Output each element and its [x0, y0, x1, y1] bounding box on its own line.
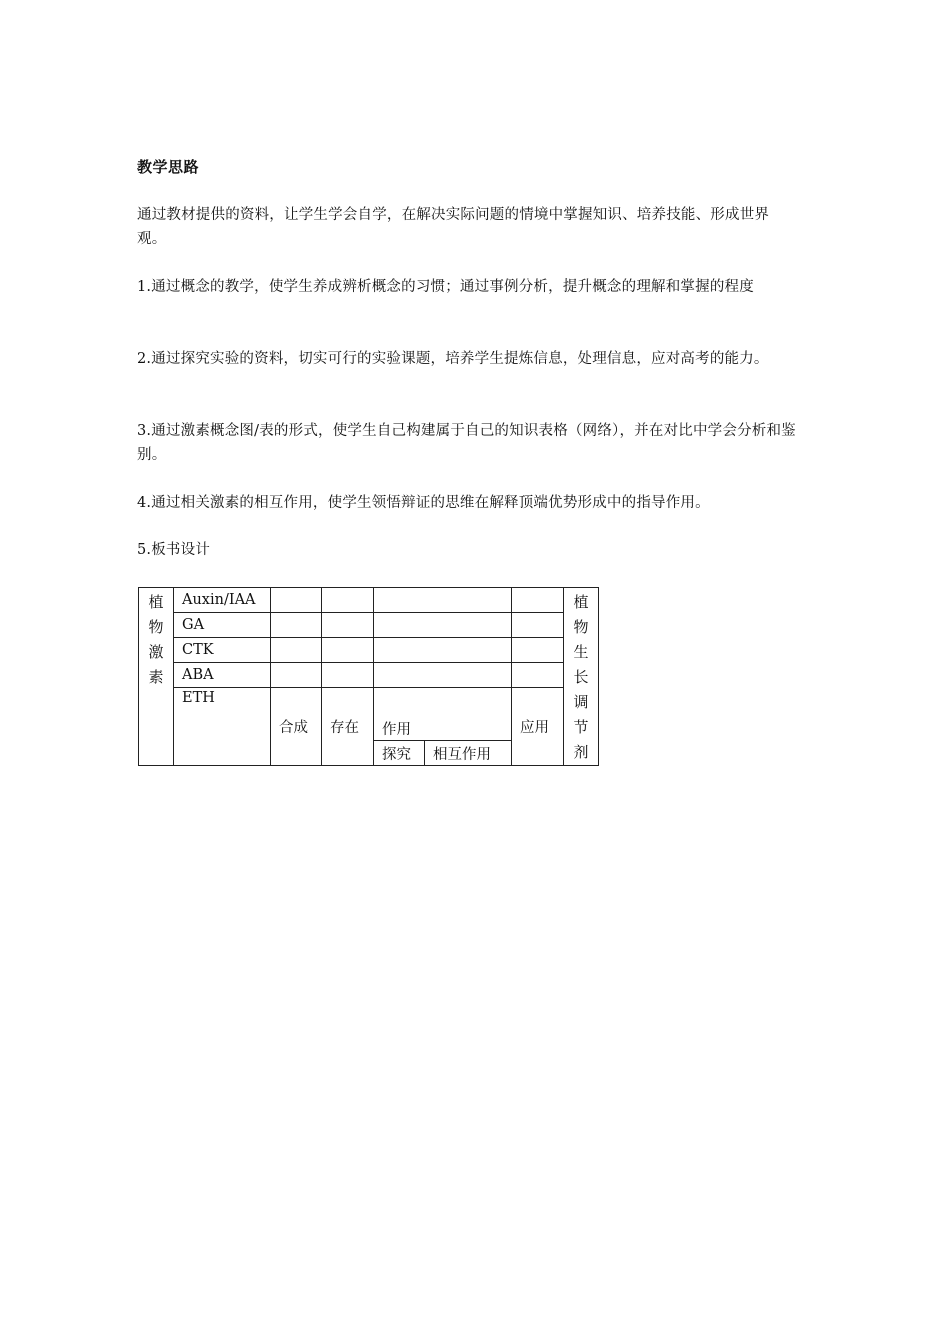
- hormone-cell: CTK: [174, 638, 271, 663]
- plant-growth-regulator-label-cell: 植 物 生 长 调 节 剂: [564, 588, 599, 766]
- application-cell: 应用: [512, 688, 564, 766]
- hormone-cell: ETH: [174, 688, 271, 766]
- point-4-paragraph: 4.通过相关激素的相互作用，使学生领悟辩证的思维在解释顶端优势形成中的指导作用。: [137, 495, 710, 511]
- function-cell: 作用: [374, 716, 512, 741]
- section-heading: 教学思路: [137, 158, 200, 176]
- plant-hormone-label-cell: 植 物 激 素: [139, 588, 174, 766]
- point-5-paragraph: 5.板书设计: [137, 542, 211, 558]
- synthesis-cell: 合成: [271, 688, 322, 766]
- hormone-cell: ABA: [174, 663, 271, 688]
- point-2-paragraph: 2.通过探究实验的资料，切实可行的实验课题，培养学生提炼信息，处理信息，应对高考的能力。: [137, 351, 769, 367]
- hormone-cell: Auxin/IAA: [174, 588, 271, 613]
- explore-cell: 探究: [374, 741, 425, 766]
- hormone-cell: GA: [174, 613, 271, 638]
- intro-paragraph: 通过教材提供的资料，让学生学会自学，在解决实际问题的情境中掌握知识、培养技能、形成世界观。: [137, 207, 770, 247]
- interaction-cell: 相互作用: [425, 741, 512, 766]
- blackboard-design-table: [138, 587, 599, 766]
- existence-cell: 存在: [322, 688, 374, 766]
- point-1-paragraph: 1.通过概念的教学，使学生养成辨析概念的习惯；通过事例分析，提升概念的理解和掌握的程度: [137, 279, 754, 295]
- point-3-paragraph: 3.通过激素概念图/表的形式，使学生自己构建属于自己的知识表格（网络），并在对比中学会分析和鉴别。: [137, 423, 796, 463]
